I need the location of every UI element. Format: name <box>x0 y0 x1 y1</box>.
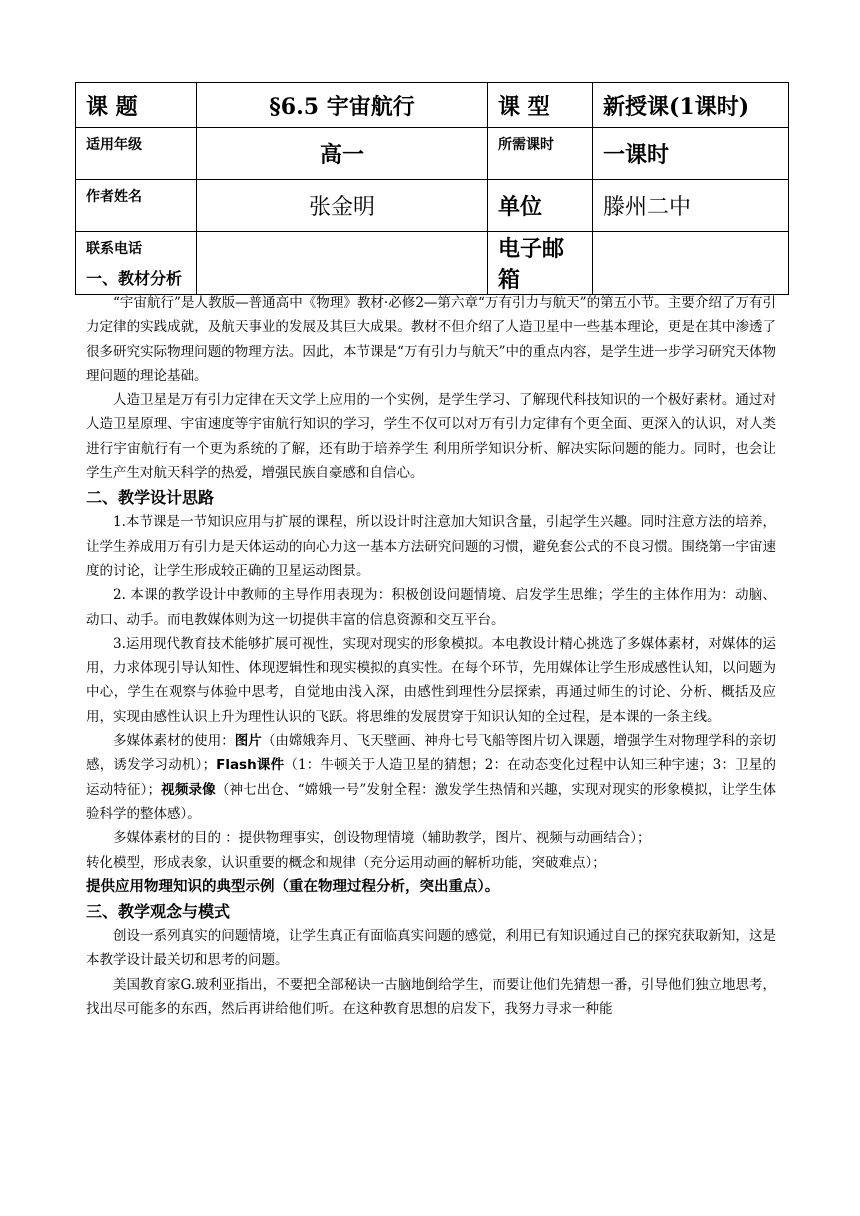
label-author: 作者姓名 <box>76 180 197 232</box>
paragraph: 3.运用现代教育技术能够扩展可视性，实现对现实的形象模拟。本电教设计精心挑选了多媒体素材，对媒体的运用，力求体现引导认知性、体现逻辑性和现实模拟的真实性。在每个环节，先用媒体让学生形成感性认知，以问题为中心，学生在观察与体验中思考，自觉地由浅入深，由感性到理性分层探索，再通过师生的讨论、分析、概括及应用，实现由感性认识上升为理性认识的飞跃。将思维的发展贯穿于知识认知的全过程，是本课的一条主线。 <box>86 635 776 725</box>
text-run: （由嫦娥奔月、飞天壁画、神舟七号飞船等图片切入课题，增强学生对物理学科的亲切感，诱发学习动机）； <box>86 733 776 774</box>
value-author: 张金明 <box>197 180 488 232</box>
value-unit: 滕州二中 <box>593 180 789 232</box>
label-email: 电子邮箱 <box>488 232 593 295</box>
paragraph: 2. 本课的教学设计中教师的主导作用表现为：积极创设问题情境、启发学生思维；学生的主体作用为：动脑、动口、动手。而电教媒体则为这一切提供丰富的信息资源和交互平台。 <box>86 587 776 628</box>
label-lesson-type: 课 型 <box>488 83 593 128</box>
value-lesson-type: 新授课(1课时) <box>593 83 789 128</box>
value-topic: §6.5 宇宙航行 <box>197 83 488 128</box>
paragraph: “宇宙航行”是人教版—普通高中《物理》教材·必修2—第六章“万有引力与航天”的第五小节。主要介绍了万有引力定律的实践成就，及航天事业的发展及其巨大成果。教材不但介绍了人造卫星中一些基本理论，更是在其中渗透了很多研究实际物理问题的物理方法。因此，本节课是“万有引力与航天”中的重点内容，是学生进一步学习研究天体物理问题的理论基础。 <box>86 295 776 384</box>
text-run: （神七出仓、“嫦娥一号”发射全程：激发学生热情和兴趣，实现对现实的形象模拟，让学生体验科学的整体感）。 <box>86 781 776 822</box>
lesson-info-table <box>75 82 789 295</box>
bold-term-images: 图片 <box>234 733 262 750</box>
value-grade: 高一 <box>197 128 488 180</box>
label-duration: 所需课时 <box>488 128 593 180</box>
bold-term-video: 视频录像 <box>161 781 216 798</box>
label-unit: 单位 <box>488 180 593 232</box>
text-run: （1：牛顿关于人造卫星的猜想；2：在动态变化过程中认知三种宇速；3：卫星的运动特征）； <box>86 757 776 798</box>
paragraph: 美国教育家G.玻利亚指出，不要把全部秘诀一古脑地倒给学生，而要让他们先猜想一番，引导他们独立地思考，找出尽可能多的东西，然后再讲给他们听。在这种教育思想的启发下，我努力寻求一种能 <box>86 976 776 1018</box>
section-heading-material-analysis: 一、教材分析 <box>86 269 183 288</box>
table-row-topic <box>76 83 789 128</box>
label-topic: 课 题 <box>76 83 197 128</box>
paragraph: 转化模型，形成表象，认识重要的概念和规律（充分运用动画的解析功能，突破难点）； <box>86 854 606 871</box>
paragraph: 1.本节课是一节知识应用与扩展的课程，所以设计时注意加大知识含量，引起学生兴趣。同时注意方法的培养，让学生养成用万有引力是天体运动的向心力这一基本方法研究问题的习惯，避免套公式的不良习惯。围绕第一宇宙速度的讨论，让学生形成较正确的卫星运动图景。 <box>86 514 776 579</box>
section-heading-design-ideas: 二、教学设计思路 <box>86 488 215 508</box>
table-row-author <box>76 180 789 232</box>
paragraph-bold: 提供应用物理知识的典型示例（重在物理过程分析，突出重点）。 <box>86 878 500 895</box>
paragraph-multimedia-use <box>86 729 776 826</box>
bold-term-flash: Flash课件 <box>216 757 285 774</box>
paragraph: 人造卫星是万有引力定律在天文学上应用的一个实例，是学生学习、了解现代科技知识的一个极好素材。通过对人造卫星原理、宇宙速度等宇宙航行知识的学习，学生不仅可以对万有引力定律有个更全面、更深入的认识，对人类进行宇宙航行有一个更为系统的了解，还有助于培养学生 利用所学知识分析、解决实际问题的能力。同时，也会让学生产生对航天科学的热爱，增强民族自豪感和自信心。 <box>86 392 776 482</box>
table-row-grade <box>76 128 789 180</box>
label-phone: 联系电话 <box>76 232 197 295</box>
paragraph: 创设一系列真实的问题情境，让学生真正有面临真实问题的感觉，利用已有知识通过自己的探究获取新知，这是本教学设计最关切和思考的问题。 <box>86 928 776 969</box>
document-body <box>86 266 776 1021</box>
paragraph: 多媒体素材的目的 ：提供物理事实，创设物理情境（辅助教学，图片、视频与动画结合）； <box>113 830 651 847</box>
label-grade: 适用年级 <box>76 128 197 180</box>
section-heading-teaching-concept: 三、教学观念与模式 <box>86 902 231 922</box>
value-duration: 一课时 <box>593 128 789 180</box>
text-run: 多媒体素材的使用： <box>113 733 235 750</box>
